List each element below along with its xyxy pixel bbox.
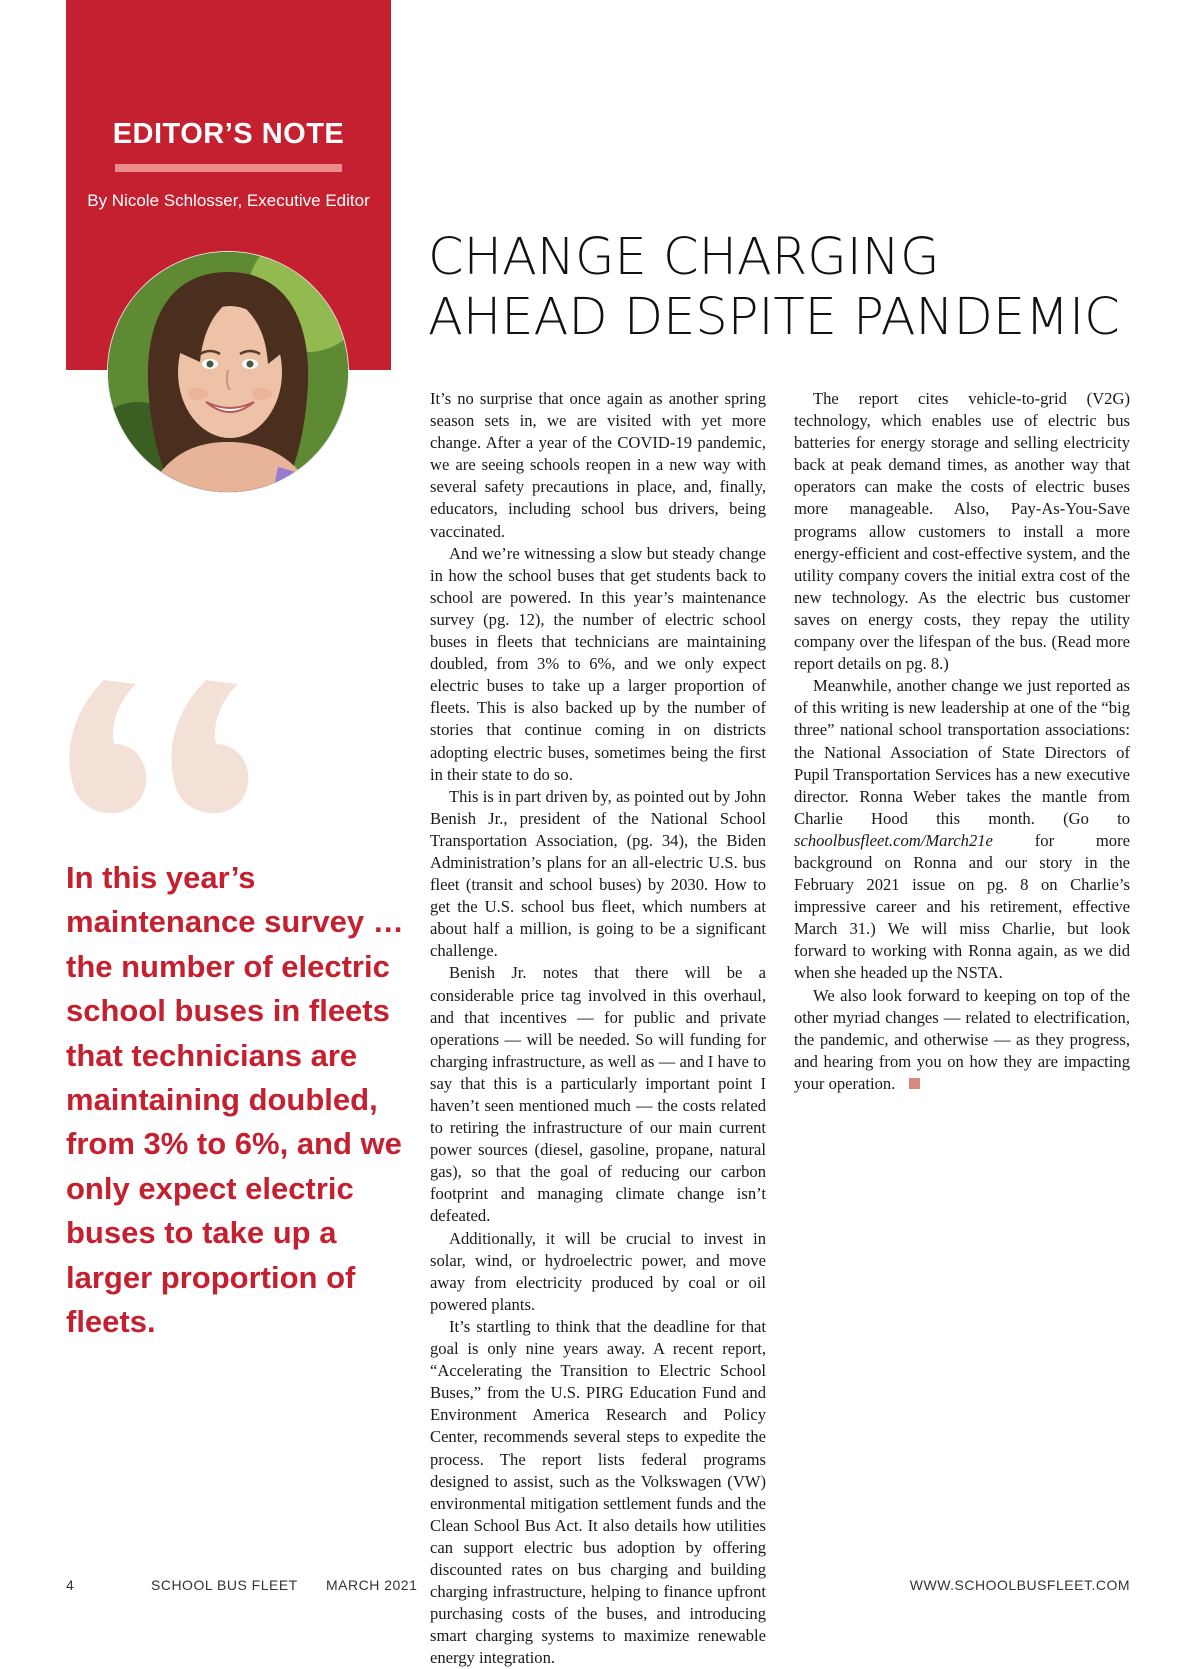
author-portrait-illustration bbox=[108, 252, 348, 492]
article-paragraph: The report cites vehicle-to-grid (V2G) technology, which enables use of electric bus batteries for energy storage and selling electricity back at peak demand times, as another way that operators can make the costs of electric buses more manageable. Also, Pay-As-You-Save programs allow customers to install a more energy-efficient and cost-effective system, and the utility company covers the initial extra cost of the new technology. As the electric bus customer saves on energy costs, they repay the utility company over the lifespan of the bus. (Read more report details on pg. 8.) bbox=[794, 389, 1130, 674]
article-paragraph bbox=[430, 1316, 766, 1669]
article-paragraph bbox=[794, 675, 1130, 984]
article-paragraph: And we’re witnessing a slow but steady change in how the school buses that get students back to school are powered. In this year’s maintenance survey (pg. 12), the number of electric school buses in fleets that technicians are maintaining doubled, from 3% to 6%, and we only expect electric buses to take up a larger proportion of fleets. This is also backed up by the number of stories that continue coming in on districts adopting electric buses, sometimes being the first in their state to do so. bbox=[430, 543, 766, 784]
article-paragraph: Additionally, it will be crucial to invest in solar, wind, or hydroelectric power, and move away from electricity produced by coal or oil powered plants. bbox=[430, 1228, 766, 1314]
article-link[interactable]: schoolbusfleet.com/March21e bbox=[794, 830, 993, 850]
article-paragraph: Benish Jr. notes that there will be a considerable price tag involved in this overhaul, and that incentives — for public and private operations — will be needed. So will funding for charging infrastructure, as well as — and I have to say that this is a particularly important point I haven’t seen mentioned much — the costs related to retiring the infrastructure of our main current power sources (diesel, gasoline, propane, natural gas), so that the goal of reducing our carbon footprint and managing climate change isn’t defeated. bbox=[430, 963, 766, 1226]
article-column-right bbox=[794, 388, 1130, 1095]
author-photo bbox=[108, 252, 348, 492]
paragraph-text: for more background on Ronna and our story in the February 2021 issue on pg. 8 on Charlie’s impressive career and his retirement, effective March 31.) We will miss Charlie, but look forward to working with Ronna again, as we did when she headed up the NSTA. bbox=[794, 830, 1130, 983]
paragraph-text: We also look forward to keeping on top of the other myriad changes — related to electrification, the pandemic, and otherwise — as they progress, and hearing from you on how they are impacting your operation. bbox=[794, 985, 1130, 1093]
author-byline: By Nicole Schlosser, Executive Editor bbox=[87, 191, 370, 210]
article-paragraph: It’s no surprise that once again as another spring season sets in, we are visited with yet more change. After a year of the COVID-19 pandemic, we are seeing schools reopen in a new way with several safety precautions in place, and, finally, educators, including school bus drivers, being vaccinated. bbox=[430, 389, 766, 541]
page-number: 4 bbox=[66, 1577, 75, 1593]
headline-line-2: AHEAD DESPITE PANDEMIC bbox=[428, 288, 1120, 347]
issue-date: MARCH 2021 bbox=[326, 1577, 418, 1593]
article-paragraph bbox=[794, 985, 1130, 1095]
article-headline bbox=[428, 228, 1168, 348]
pull-quote: In this year’s maintenance survey … the number of electric school buses in fleets that technicians are maintaining doubled, from 3% to 6%, and we only expect electric buses to take up a larger proportion of fleets. bbox=[66, 860, 404, 1340]
end-mark-icon bbox=[909, 1078, 920, 1089]
publication-name: SCHOOL BUS FLEET bbox=[151, 1577, 298, 1593]
paragraph-text: Meanwhile, another change we just reported as of this writing is new leadership at one of the “big three” national school transportation associations: the National Association of State Directors of Pupil Transportation Services has a new executive director. Ronna Weber takes the mantle from Charlie Hood this month. (Go to bbox=[794, 676, 1130, 828]
section-kicker: EDITOR’S NOTE bbox=[112, 118, 345, 150]
headline-line-1: CHANGE CHARGING bbox=[428, 228, 940, 287]
kicker-divider bbox=[115, 164, 342, 172]
quotation-mark-icon bbox=[56, 640, 266, 840]
paragraph-text: It’s startling to think that the deadline for that goal is only nine years away. A recent report, “Accelerating the Transition to Electric School Buses,” from the U.S. PIRG Education Fund and Environment America Research and Policy Center, recommends several steps to expedite the process. The report lists federal programs designed to assist, such as the Volkswagen (VW) environmental mitigation settlement funds and the Clean School Bus Act. It also details how utilities can support electric bus adoption by offering discounted rates on bus charging and building charging infrastructure, helping to finance upfront purchasing costs of the buses, and introducing smart charging systems to maximize renewable energy integration. bbox=[430, 1316, 766, 1668]
article-column-left bbox=[430, 388, 766, 1669]
article-paragraph: This is in part driven by, as pointed out by John Benish Jr., president of the National School Transportation Association, (pg. 34), the Biden Administration’s plans for an all-electric U.S. bus fleet (transit and school buses) by 2030. How to get the U.S. school bus fleet, which numbers at about half a million, is going to be a significant challenge. bbox=[430, 786, 766, 961]
website-url[interactable]: WWW.SCHOOLBUSFLEET.COM bbox=[909, 1577, 1130, 1593]
